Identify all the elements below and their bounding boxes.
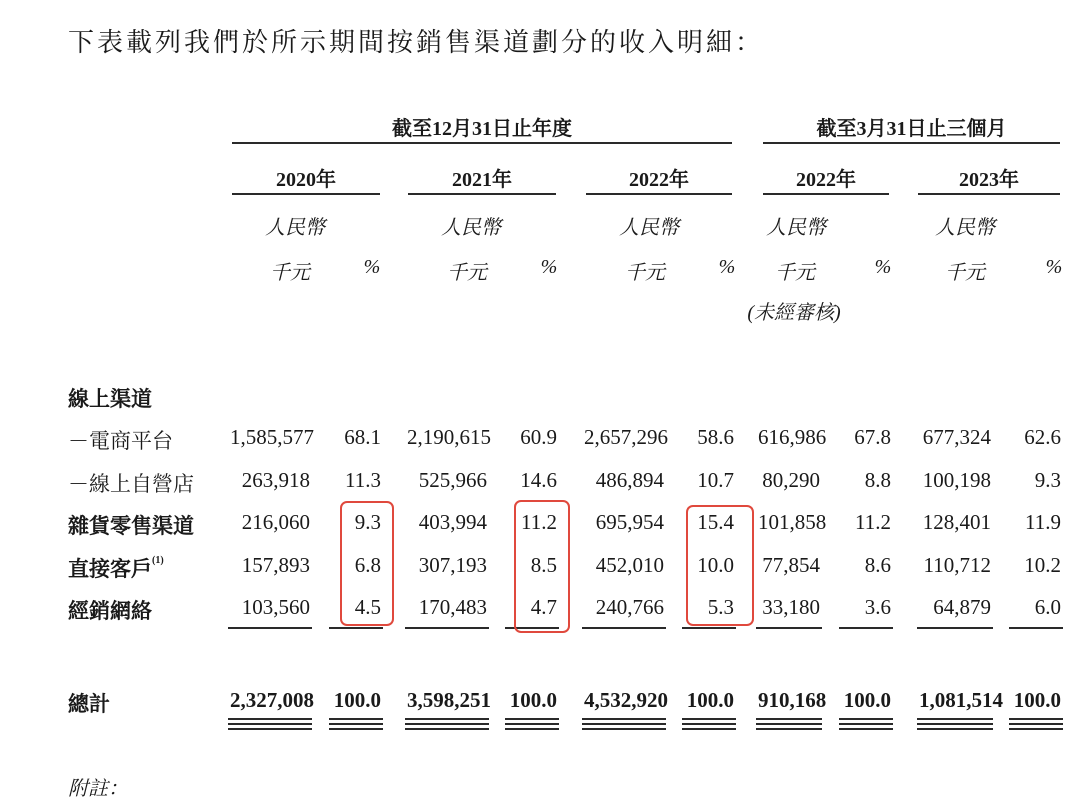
pct-unit: %: [540, 256, 558, 278]
column-rule: [756, 718, 822, 720]
currency-label: 人民幣: [619, 217, 679, 239]
row-label-grocery: 雜貨零售渠道: [68, 514, 194, 538]
percent-cell: 4.7: [530, 595, 557, 619]
percent-cell: 10.0: [697, 553, 734, 577]
unaudited-note: (未經審核): [747, 302, 841, 324]
column-rule: [405, 718, 489, 720]
amount-cell: 486,894: [595, 468, 664, 492]
percent-cell: 60.9: [520, 425, 557, 449]
percent-cell: 68.1: [344, 425, 381, 449]
column-rule: [228, 718, 312, 720]
group-rule-quarter: [763, 142, 1060, 144]
amount-cell: 80,290: [762, 468, 820, 492]
amount-cell: 695,954: [595, 510, 664, 534]
intro-text: 下表載列我們於所示期間按銷售渠道劃分的收入明細：: [68, 28, 765, 57]
percent-cell: 58.6: [697, 425, 734, 449]
column-rule: [582, 718, 666, 720]
row-label-direct-customers: 直接客戶$^{(1)}$: [68, 555, 164, 581]
currency-label: 人民幣: [935, 217, 995, 239]
column-rule: [682, 718, 736, 720]
column-rule: [405, 627, 489, 629]
percent-cell: 67.8: [854, 425, 891, 449]
amount-unit: 千元: [625, 262, 665, 284]
year-rule: [918, 193, 1060, 195]
year-header-2021: 2021年: [452, 169, 512, 191]
column-rule: [756, 627, 822, 629]
percent-cell: 8.8: [864, 468, 891, 492]
currency-label: 人民幣: [265, 217, 325, 239]
percent-cell: 5.3: [707, 595, 734, 619]
footnote-label: 附註：: [68, 778, 128, 800]
column-rule: [505, 718, 559, 720]
amount-unit: 千元: [945, 262, 985, 284]
pct-unit: %: [363, 256, 381, 278]
row-label-online-store: －線上自營店: [68, 472, 194, 496]
amount-cell: 101,858: [758, 510, 827, 534]
column-rule: [405, 723, 489, 725]
amount-cell: 100,198: [922, 468, 991, 492]
year-header-2022-q1: 2022年: [796, 169, 856, 191]
column-rule: [505, 728, 559, 730]
pct-unit: %: [874, 256, 892, 278]
percent-cell: 11.2: [855, 510, 891, 534]
amount-cell: 170,483: [418, 595, 487, 619]
currency-label: 人民幣: [441, 217, 501, 239]
column-rule: [505, 723, 559, 725]
percent-cell: 62.6: [1024, 425, 1061, 449]
amount-cell: 240,766: [595, 595, 664, 619]
column-rule: [756, 728, 822, 730]
amount-cell: 3,598,251: [407, 688, 491, 712]
year-header-2020: 2020年: [276, 169, 336, 191]
amount-cell: 525,966: [418, 468, 487, 492]
amount-cell: 128,401: [922, 510, 991, 534]
pct-unit: %: [1045, 256, 1063, 278]
column-rule: [839, 627, 893, 629]
percent-cell: 100.0: [509, 688, 557, 712]
percent-cell: 9.3: [1034, 468, 1061, 492]
amount-cell: 2,657,296: [584, 425, 668, 449]
percent-cell: 8.5: [530, 553, 557, 577]
highlight-box-2022-pct: [686, 505, 754, 626]
column-rule: [228, 627, 312, 629]
amount-unit: 千元: [775, 262, 815, 284]
percent-cell: 10.2: [1024, 553, 1061, 577]
amount-cell: 2,327,008: [230, 688, 314, 712]
column-rule: [329, 728, 383, 730]
percent-cell: 6.0: [1034, 595, 1061, 619]
percent-cell: 100.0: [843, 688, 891, 712]
amount-cell: 157,893: [241, 553, 310, 577]
percent-cell: 10.7: [697, 468, 734, 492]
column-rule: [756, 723, 822, 725]
percent-cell: 11.9: [1025, 510, 1061, 534]
row-label-ecommerce: －電商平台: [68, 429, 173, 453]
percent-cell: 6.8: [354, 553, 381, 577]
percent-cell: 100.0: [686, 688, 734, 712]
column-rule: [839, 723, 893, 725]
year-rule: [763, 193, 889, 195]
year-header-2023-q1: 2023年: [959, 169, 1019, 191]
amount-cell: 216,060: [241, 510, 310, 534]
amount-cell: 452,010: [595, 553, 664, 577]
amount-cell: 33,180: [762, 595, 820, 619]
year-rule: [232, 193, 380, 195]
column-rule: [329, 627, 383, 629]
percent-cell: 100.0: [333, 688, 381, 712]
percent-cell: 15.4: [697, 510, 734, 534]
column-rule: [917, 718, 993, 720]
amount-cell: 307,193: [418, 553, 487, 577]
column-rule: [1009, 728, 1063, 730]
amount-cell: 4,532,920: [584, 688, 668, 712]
group-header-annual: 截至12月31日止年度: [392, 118, 572, 140]
amount-unit: 千元: [447, 262, 487, 284]
amount-cell: 263,918: [241, 468, 310, 492]
column-rule: [1009, 627, 1063, 629]
percent-cell: 11.3: [345, 468, 381, 492]
amount-cell: 910,168: [758, 688, 827, 712]
percent-cell: 8.6: [864, 553, 891, 577]
percent-cell: 14.6: [520, 468, 557, 492]
group-header-quarter: 截至3月31日止三個月: [816, 118, 1007, 140]
amount-cell: 616,986: [758, 425, 827, 449]
column-rule: [917, 627, 993, 629]
footnote-ref: (1): [152, 555, 164, 566]
column-rule: [1009, 718, 1063, 720]
column-rule: [917, 728, 993, 730]
percent-cell: 9.3: [354, 510, 381, 534]
row-label-total: 總計: [68, 692, 110, 716]
year-rule: [586, 193, 732, 195]
amount-cell: 1,081,514: [919, 688, 1003, 712]
highlight-box-2020-pct: [340, 501, 394, 626]
highlight-box-2021-pct: [514, 500, 570, 633]
currency-label: 人民幣: [766, 217, 826, 239]
column-rule: [582, 627, 666, 629]
percent-cell: 100.0: [1013, 688, 1061, 712]
column-rule: [839, 728, 893, 730]
column-rule: [329, 723, 383, 725]
year-rule: [408, 193, 556, 195]
percent-cell: 11.2: [521, 510, 557, 534]
group-rule-annual: [232, 142, 732, 144]
column-rule: [582, 728, 666, 730]
amount-cell: 77,854: [762, 553, 820, 577]
section-online-label: 線上渠道: [68, 387, 152, 411]
amount-cell: 110,712: [923, 553, 991, 577]
column-rule: [582, 723, 666, 725]
amount-cell: 64,879: [933, 595, 991, 619]
percent-cell: 3.6: [864, 595, 891, 619]
column-rule: [682, 728, 736, 730]
column-rule: [405, 728, 489, 730]
column-rule: [917, 723, 993, 725]
column-rule: [682, 723, 736, 725]
percent-cell: 4.5: [354, 595, 381, 619]
amount-unit: 千元: [270, 262, 310, 284]
pct-unit: %: [718, 256, 736, 278]
column-rule: [1009, 723, 1063, 725]
amount-cell: 403,994: [418, 510, 487, 534]
amount-cell: 677,324: [922, 425, 991, 449]
amount-cell: 1,585,577: [230, 425, 314, 449]
row-label-distribution: 經銷網絡: [68, 599, 152, 623]
amount-cell: 2,190,615: [407, 425, 491, 449]
column-rule: [228, 728, 312, 730]
column-rule: [839, 718, 893, 720]
column-rule: [329, 718, 383, 720]
column-rule: [682, 627, 736, 629]
year-header-2022: 2022年: [629, 169, 689, 191]
column-rule: [228, 723, 312, 725]
amount-cell: 103,560: [241, 595, 310, 619]
